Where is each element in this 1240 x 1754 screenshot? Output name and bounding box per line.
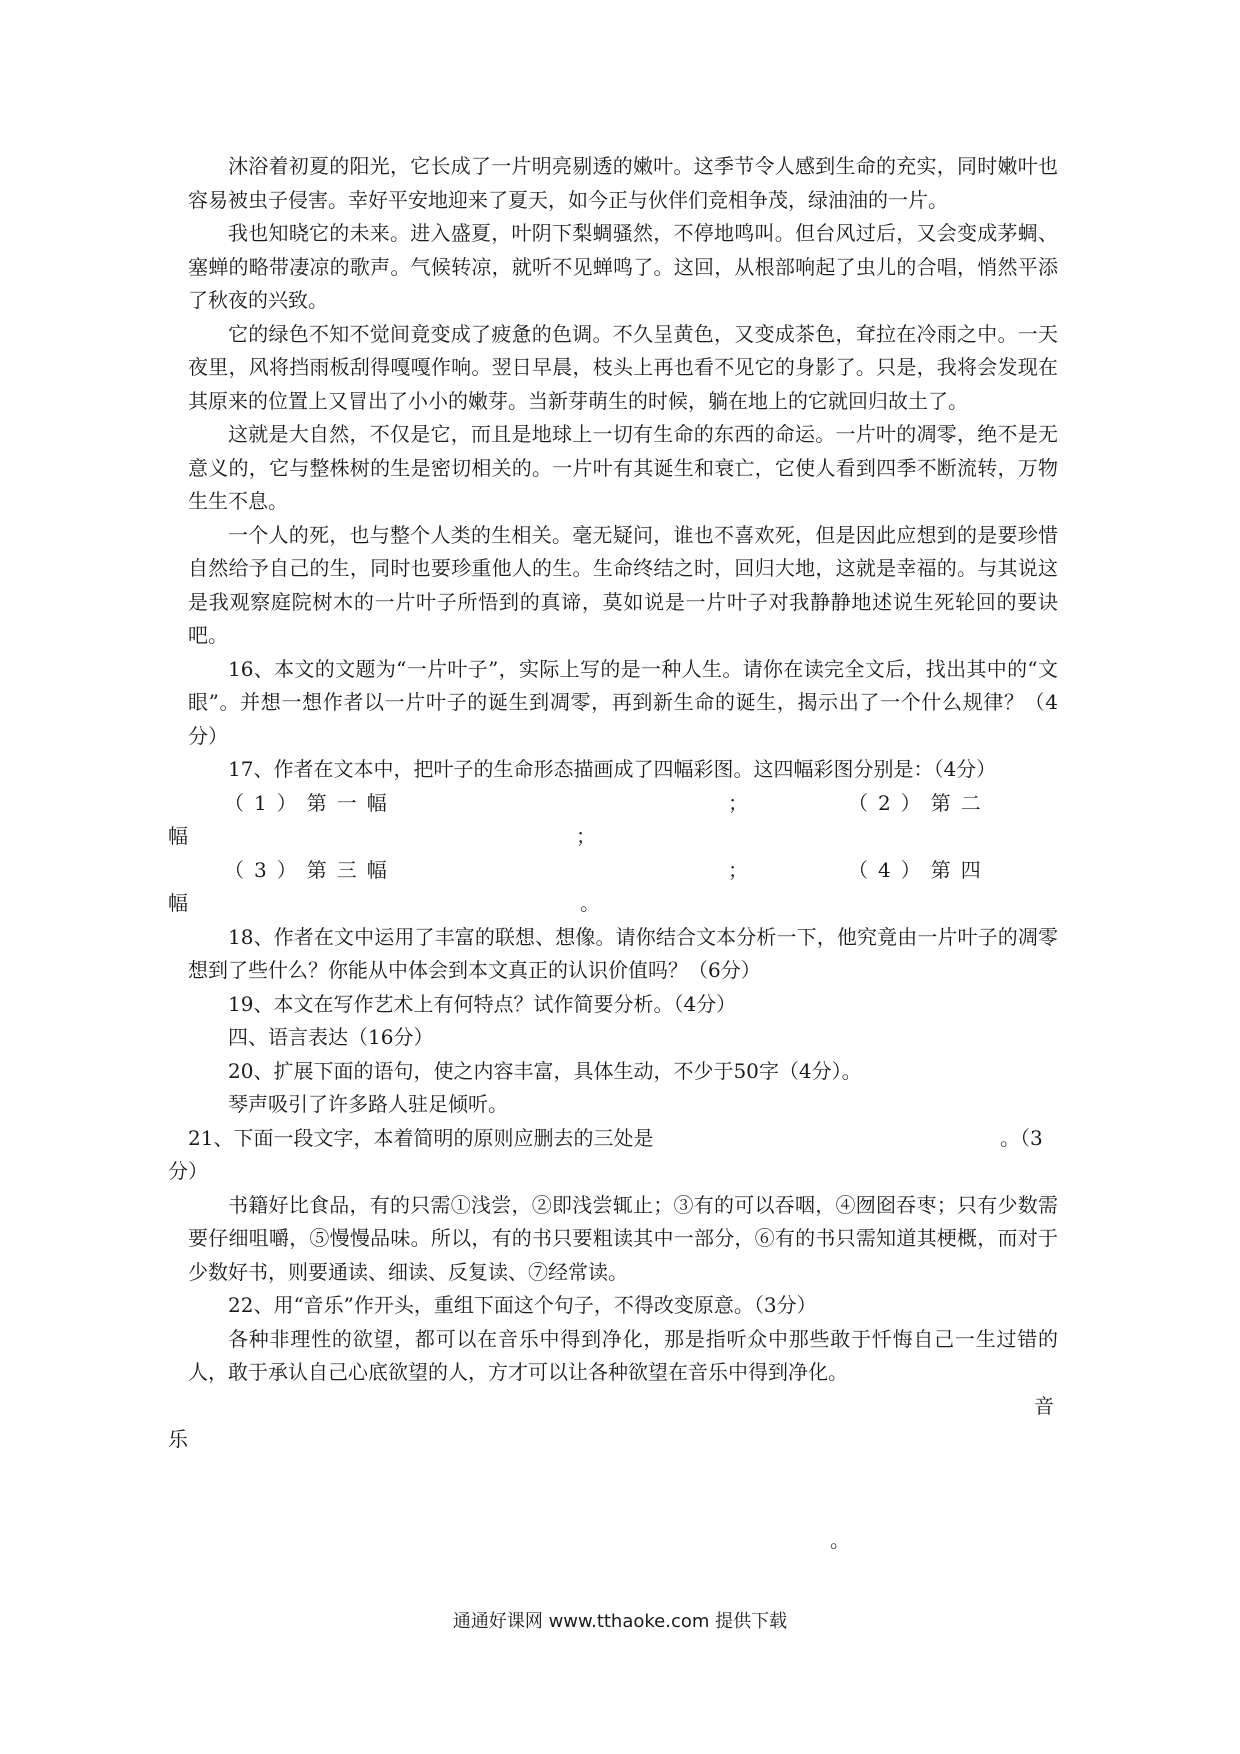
question-17: 17、作者在文本中，把叶子的生命形态描画成了四幅彩图。这四幅彩图分别是：（4分）: [228, 757, 997, 781]
q17-row-2: [168, 820, 1058, 854]
q17-item-3: （3）第三幅: [224, 857, 397, 882]
q17-item-1: （1）第一幅: [224, 790, 397, 815]
q17-item-4: （4）第四: [848, 857, 991, 882]
question-21-tail: 。（3: [1000, 1125, 1043, 1150]
q22-blank-2: [188, 1490, 1058, 1524]
question-21-tail-2: 分）: [168, 1159, 208, 1183]
page-footer: 通通好课网 www.tthaoke.com 提供下载: [452, 1611, 788, 1632]
q22-answer-end: 。: [830, 1527, 850, 1552]
q22-answer-row-1: [188, 1390, 1058, 1424]
q17-item-2: （2）第二: [848, 790, 991, 815]
q17-semicolon-3: ；: [728, 857, 748, 882]
q17-item-4-tail: 幅: [168, 891, 188, 915]
q17-semicolon-2: ；: [576, 824, 596, 848]
q22-answer-row-2: [168, 1423, 1058, 1457]
q22-answer-start: 音: [1034, 1393, 1054, 1418]
q17-item-2-tail: 幅: [168, 824, 188, 848]
passage-paragraph-1: 沐浴着初夏的阳光，它长成了一片明亮剔透的嫩叶。这季节令人感到生命的充实，同时嫩叶也容易被虫子侵害。幸好平安地迎来了夏天，如今正与伙伴们竞相争茂，绿油油的一片。: [188, 154, 1058, 212]
question-20: 20、扩展下面的语句，使之内容丰富，具体生动，不少于50字（4分）。: [228, 1058, 862, 1083]
q17-semicolon-1: ；: [728, 790, 748, 815]
question-18: 18、作者在文中运用了丰富的联想、想像。请你结合文本分析一下，他究竟由一片叶子的凋零想到了些什么？你能从中体会到本文真正的认识价值吗？（6分）: [188, 924, 1058, 982]
question-21-prompt: 21、下面一段文字，本着简明的原则应删去的三处是: [188, 1125, 654, 1150]
q17-period: 。: [580, 891, 600, 915]
q22-answer-row-3: [188, 1524, 1058, 1558]
question-21-row-2: [168, 1155, 1058, 1189]
passage-paragraph-3: 它的绿色不知不觉间竟变成了疲惫的色调。不久呈黄色，又变成茶色，耷拉在冷雨之中。一天夜里，风将挡雨板刮得嘎嘎作响。翌日早晨，枝头上再也看不见它的身影了。只是，我将会发现在其原来的位置上又冒出了小小的嫩芽。当新芽萌生的时候，躺在地上的它就回归故土了。: [188, 321, 1058, 413]
q22-answer-start-2: 乐: [168, 1427, 188, 1451]
q17-row-3: [188, 854, 1058, 888]
q22-blank-1: [188, 1457, 1058, 1491]
question-22: 22、用“音乐”作开头，重组下面这个句子，不得改变原意。（3分）: [228, 1293, 817, 1317]
question-22-text: 各种非理性的欲望，都可以在音乐中得到净化，那是指听众中那些敢于忏悔自己一生过错的人，敢于承认自己心底欲望的人，方才可以让各种欲望在音乐中得到净化。: [188, 1326, 1058, 1384]
q17-row-1: [188, 787, 1058, 821]
question-20-sentence: 琴声吸引了许多路人驻足倾听。: [228, 1092, 508, 1116]
q17-row-4: [168, 887, 1058, 921]
passage-paragraph-2: 我也知晓它的未来。进入盛夏，叶阴下梨蜩骚然，不停地鸣叫。但台风过后，又会变成茅蜩、塞蝉的略带凄凉的歌声。气候转凉，就听不见蝉鸣了。这回，从根部响起了虫儿的合唱，悄然平添了秋夜的兴致。: [188, 221, 1058, 312]
question-21-row: [188, 1122, 1058, 1156]
question-19: 19、本文在写作艺术上有何特点？试作简要分析。（4分）: [228, 991, 737, 1016]
passage-paragraph-5: 一个人的死，也与整个人类的生相关。毫无疑问，谁也不喜欢死，但是因此应想到的是要珍惜自然给予自己的生，同时也要珍重他人的生。生命终结之时，回归大地，这就是幸福的。与其说这是我观察庭院树木的一片叶子所悟到的真谛，莫如说是一片叶子对我静静地述说生死轮回的要诀吧。: [188, 522, 1058, 647]
document-body: [168, 150, 1058, 1557]
section-4-heading: 四、语言表达（16分）: [228, 1025, 434, 1049]
question-21-text: 书籍好比食品，有的只需①浅尝，②即浅尝辄止；③有的可以吞咽，④囫囵吞枣；只有少数需要仔细咀嚼，⑤慢慢品味。所以，有的书只要粗读其中一部分，⑥有的书只需知道其梗概，而对于少数好书，则要通读、细读、反复读、⑦经常读。: [188, 1192, 1058, 1284]
question-16: 16、本文的文题为“一片叶子”，实际上写的是一种人生。请你在读完全文后，找出其中的“文眼”。并想一想作者以一片叶子的诞生到凋零，再到新生命的诞生，揭示出了一个什么规律？（4分）: [188, 656, 1058, 748]
passage-paragraph-4: 这就是大自然，不仅是它，而且是地球上一切有生命的东西的命运。一片叶的凋零，绝不是无意义的，它与整株树的生是密切相关的。一片叶有其诞生和衰亡，它使人看到四季不断流转，万物生生不息。: [188, 422, 1058, 513]
